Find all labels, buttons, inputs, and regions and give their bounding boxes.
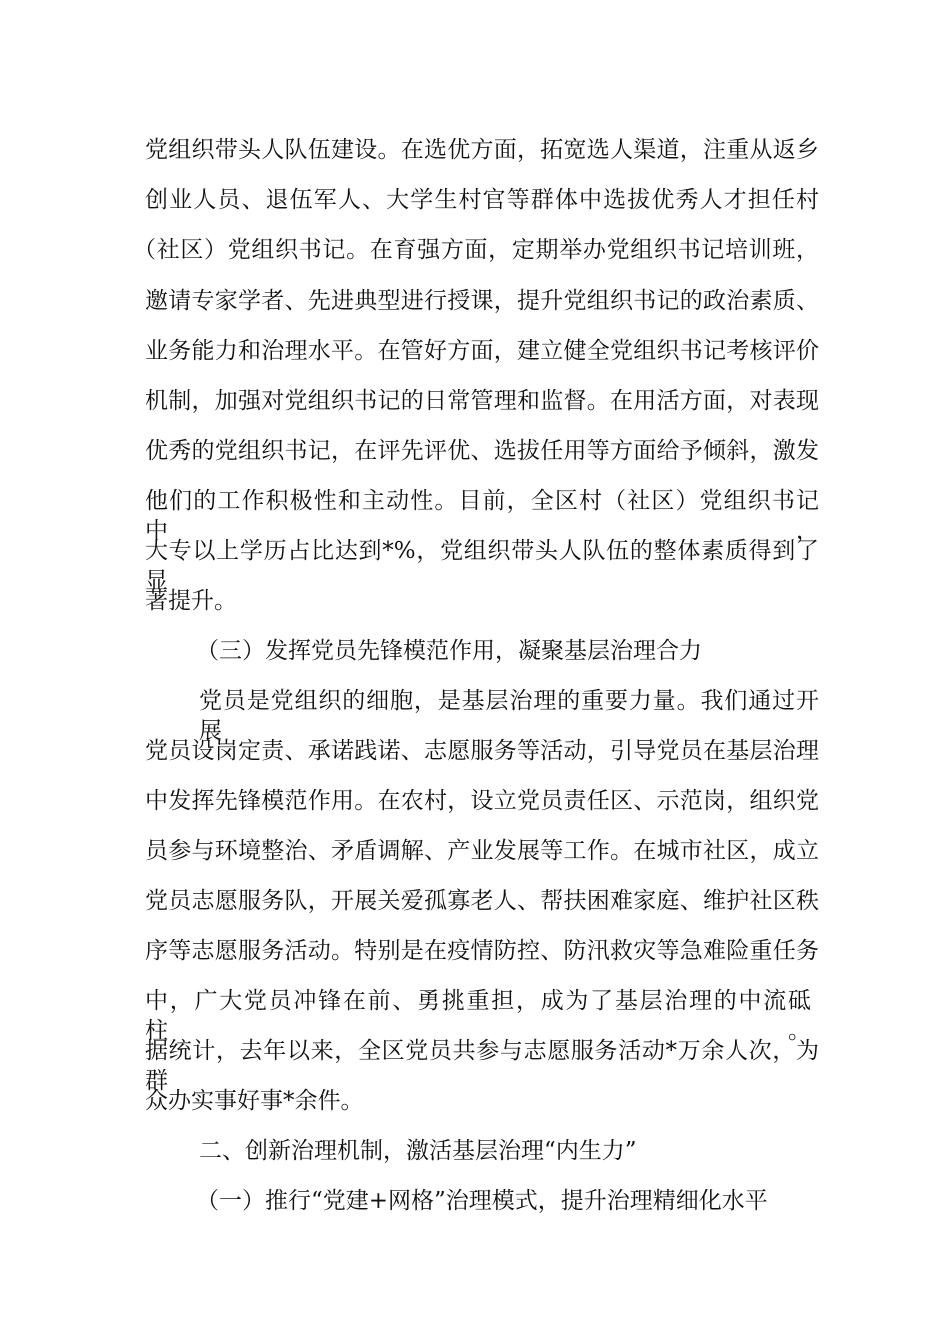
body-line-5: 业务能力和治理水平。在管好方面，建立健全党组织书记考核评价 bbox=[145, 338, 819, 364]
body-line-3: （社区）党组织书记。在育强方面，定期举办党组织书记培训班， bbox=[133, 237, 819, 263]
body-line-4: 邀请专家学者、先进典型进行授课，提升党组织书记的政治素质、 bbox=[145, 288, 819, 314]
section-heading-3: （三）发挥党员先锋模范作用，凝聚基层治理合力 bbox=[196, 638, 702, 664]
body-line-6: 机制，加强对党组织书记的日常管理和监督。在用活方面，对表现 bbox=[145, 388, 819, 414]
body-line-7: 优秀的党组织书记，在评先评优、选拔任用等方面给予倾斜，激发 bbox=[145, 438, 819, 464]
section-heading-1: （一）推行“党建+网格”治理模式，提升治理精细化水平 bbox=[196, 1188, 768, 1214]
body-line-13: 党员设岗定责、承诺践诺、志愿服务等活动，引导党员在基层治理 bbox=[145, 738, 819, 764]
body-line-16: 党员志愿服务队，开展关爱孤寡老人、帮扶困难家庭、维护社区秩 bbox=[145, 888, 819, 914]
body-line-2: 创业人员、退伍军人、大学生村官等群体中选拔优秀人才担任村 bbox=[145, 187, 819, 213]
chapter-heading-2: 二、创新治理机制，激活基层治理“内生力” bbox=[199, 1138, 637, 1164]
body-line-15: 员参与环境整治、矛盾调解、产业发展等工作。在城市社区，成立 bbox=[145, 838, 819, 864]
body-line-20: 众办实事好事*余件。 bbox=[145, 1088, 364, 1114]
body-line-9: 大专以上学历占比达到*%，党组织带头人队伍的整体素质得到了显 bbox=[145, 538, 819, 594]
body-line-17: 序等志愿服务活动。特别是在疫情防控、防汛救灾等急难险重任务 bbox=[145, 938, 819, 964]
body-line-10: 著提升。 bbox=[145, 588, 237, 614]
body-line-14: 中发挥先锋模范作用。在农村，设立党员责任区、示范岗，组织党 bbox=[145, 788, 819, 814]
body-line-19: 据统计，去年以来，全区党员共参与志愿服务活动*万余人次，为群 bbox=[145, 1038, 819, 1094]
body-line-18: 中，广大党员冲锋在前、勇挑重担，成为了基层治理的中流砥柱。 bbox=[145, 988, 811, 1044]
body-line-1: 党组织带头人队伍建设。在选优方面，拓宽选人渠道，注重从返乡 bbox=[145, 137, 819, 163]
body-line-8: 他们的工作积极性和主动性。目前，全区村（社区）党组织书记中， bbox=[145, 488, 819, 544]
body-line-12: 党员是党组织的细胞，是基层治理的重要力量。我们通过开展 bbox=[199, 688, 819, 744]
